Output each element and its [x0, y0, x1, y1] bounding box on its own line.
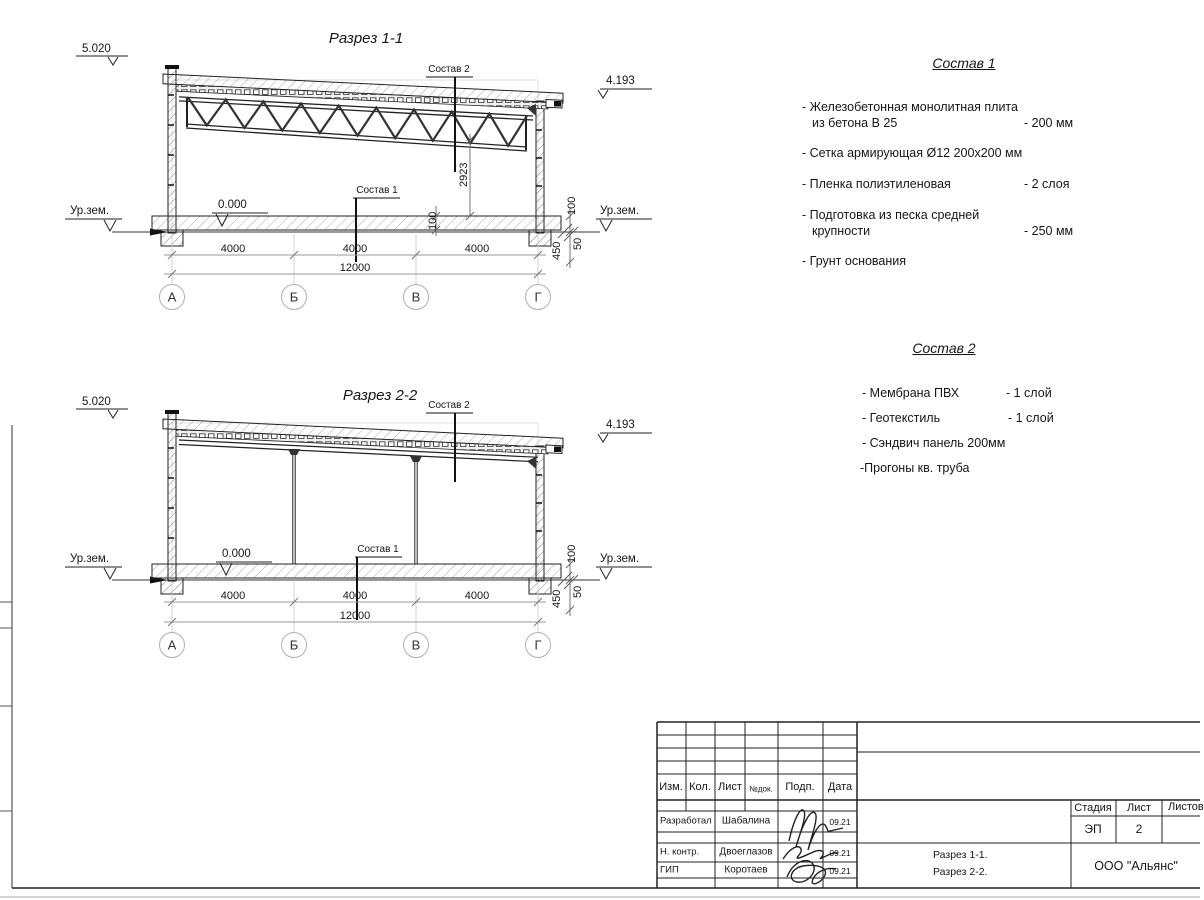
sostav1-item2: - Сетка армирующая Ø12 200х200 мм — [802, 146, 1023, 160]
section2-elev-right: 4.193 — [606, 419, 635, 431]
titleblock-row3-role: ГИП — [660, 864, 679, 876]
titleblock-doc-line1: Разрез 1-1. — [933, 849, 988, 861]
section1-elev-left: 5.020 — [82, 43, 111, 55]
sostav1-item1-value: - 200 мм — [1024, 116, 1074, 130]
sostav1-item1-line1: - Железобетонная монолитная плита — [802, 100, 1018, 114]
titleblock-stage-value: ЭП — [1084, 822, 1102, 836]
titleblock-col-kol: Кол. — [689, 781, 711, 793]
sostav1-item4-value: - 250 мм — [1024, 224, 1074, 238]
level-marks — [65, 56, 652, 231]
titleblock-doc-line2: Разрез 2-2. — [933, 866, 988, 878]
section2-elev-left: 5.020 — [82, 396, 111, 408]
section1-callout-sostav1: Состав 1 — [356, 185, 398, 196]
section1-ground-right-label: Ур.зем. — [600, 205, 640, 217]
section2-dim-100-right: 100 — [566, 544, 578, 563]
section2-axis-b: Б — [289, 637, 299, 653]
section2-axis-a: А — [167, 637, 177, 653]
section1-dim-100-right: 100 — [566, 196, 578, 215]
titleblock-sheets-label: Листов — [1168, 801, 1204, 813]
section2-dim-4000-3: 4000 — [464, 590, 490, 602]
section1-axis-v: В — [411, 289, 421, 305]
axis-circles — [160, 285, 551, 310]
section2-callout-sostav1: Состав 1 — [357, 544, 399, 555]
titleblock-row2-date: 09.21 — [829, 848, 851, 858]
titleblock-sheet-label: Лист — [1127, 802, 1151, 814]
sostav2-item3: - Сэндвич панель 200мм — [862, 436, 1006, 450]
sostav1-item3: - Пленка полиэтиленовая — [802, 177, 951, 191]
section2-dim-12000: 12000 — [339, 610, 371, 622]
section1-ground-left-label: Ур.зем. — [70, 205, 110, 217]
section2-dim-50: 50 — [572, 585, 584, 598]
titleblock-row1-role: Разработал — [660, 815, 712, 827]
titleblock-col-ndok: №док. — [749, 784, 773, 794]
section2-title: Разрез 2-2 — [342, 387, 418, 404]
section2-axis-g: Г — [534, 637, 542, 653]
sostav2-item4: -Прогоны кв. труба — [860, 461, 970, 475]
titleblock-col-data: Дата — [827, 781, 853, 793]
section1-zero-mark: 0.000 — [218, 199, 247, 211]
callout-leaders — [353, 77, 473, 262]
titleblock-row2-role: Н. контр. — [660, 846, 700, 858]
section1-elev-right: 4.193 — [606, 75, 635, 87]
signature-shabalina — [789, 810, 843, 850]
section1-title: Разрез 1-1 — [328, 30, 404, 47]
section1-axis-g: Г — [534, 289, 542, 305]
titleblock-row3-name: Коротаев — [724, 864, 768, 876]
sostav1-item4-line2: крупности — [812, 224, 871, 238]
sostav1-item3-value: - 2 слоя — [1024, 177, 1070, 191]
titleblock-col-izm: Изм. — [659, 781, 683, 793]
eave-block — [554, 101, 561, 107]
section2-dim-4000-1: 4000 — [220, 590, 246, 602]
titleblock-stage-label: Стадия — [1074, 802, 1112, 814]
sostav2-item2: - Геотекстиль — [862, 411, 941, 425]
section1-dim-50: 50 — [572, 237, 584, 250]
section1-dim-4000-2: 4000 — [342, 243, 368, 255]
wall-right — [536, 446, 544, 581]
section1-dim-4000-3: 4000 — [464, 243, 490, 255]
section1-dim-2923: 2923 — [458, 162, 470, 187]
titleblock-row1-date: 09.21 — [829, 817, 851, 827]
section2-axis-v: В — [411, 637, 421, 653]
sostav1-item1-line2: из бетона В 25 — [812, 116, 898, 130]
section1-axis-a: А — [167, 289, 177, 305]
sostav1-item4-line1: - Подготовка из песка средней — [802, 208, 980, 222]
titleblock-row1-name: Шабалина — [721, 815, 771, 827]
section2-ground-left-label: Ур.зем. — [70, 553, 110, 565]
axis-circles — [160, 633, 551, 658]
section2-dim-4000-2: 4000 — [342, 590, 368, 602]
section1-dim-12000: 12000 — [339, 262, 371, 274]
titleblock-sheet-value: 2 — [1135, 822, 1143, 836]
sostav2-item2-value: - 1 слой — [1008, 411, 1054, 425]
sostav1-title: Состав 1 — [932, 55, 996, 71]
section2-ground-right-label: Ур.зем. — [600, 553, 640, 565]
section1-dim-100-floor: 100 — [427, 211, 439, 230]
wall-right — [536, 101, 544, 233]
titleblock-col-podp: Подп. — [785, 781, 815, 793]
section2-dim-450: 450 — [551, 589, 563, 608]
titleblock-company: ООО "Альянс" — [1094, 859, 1178, 873]
sostav2-title: Состав 2 — [912, 340, 976, 356]
section1-callout-sostav2: Состав 2 — [428, 64, 470, 75]
section2-zero-mark: 0.000 — [222, 548, 251, 560]
titleblock-col-list: Лист — [718, 781, 742, 793]
sostav2-item1: - Мембрана ПВХ — [862, 386, 960, 400]
columns — [288, 449, 536, 564]
sostav2-item1-value: - 1 слой — [1006, 386, 1052, 400]
sostav1-item5: - Грунт основания — [802, 254, 907, 268]
wall-left — [168, 68, 176, 233]
section1-axis-b: Б — [289, 289, 299, 305]
section2-callout-sostav2: Состав 2 — [428, 400, 470, 411]
titleblock-row2-name: Двоеглазов — [719, 846, 773, 858]
titleblock-row3-date: 09.21 — [829, 866, 851, 876]
sheet-frame — [0, 425, 1200, 897]
section1-dim-450: 450 — [551, 241, 563, 260]
wall-left — [168, 413, 176, 581]
section1-dim-4000-1: 4000 — [220, 243, 246, 255]
